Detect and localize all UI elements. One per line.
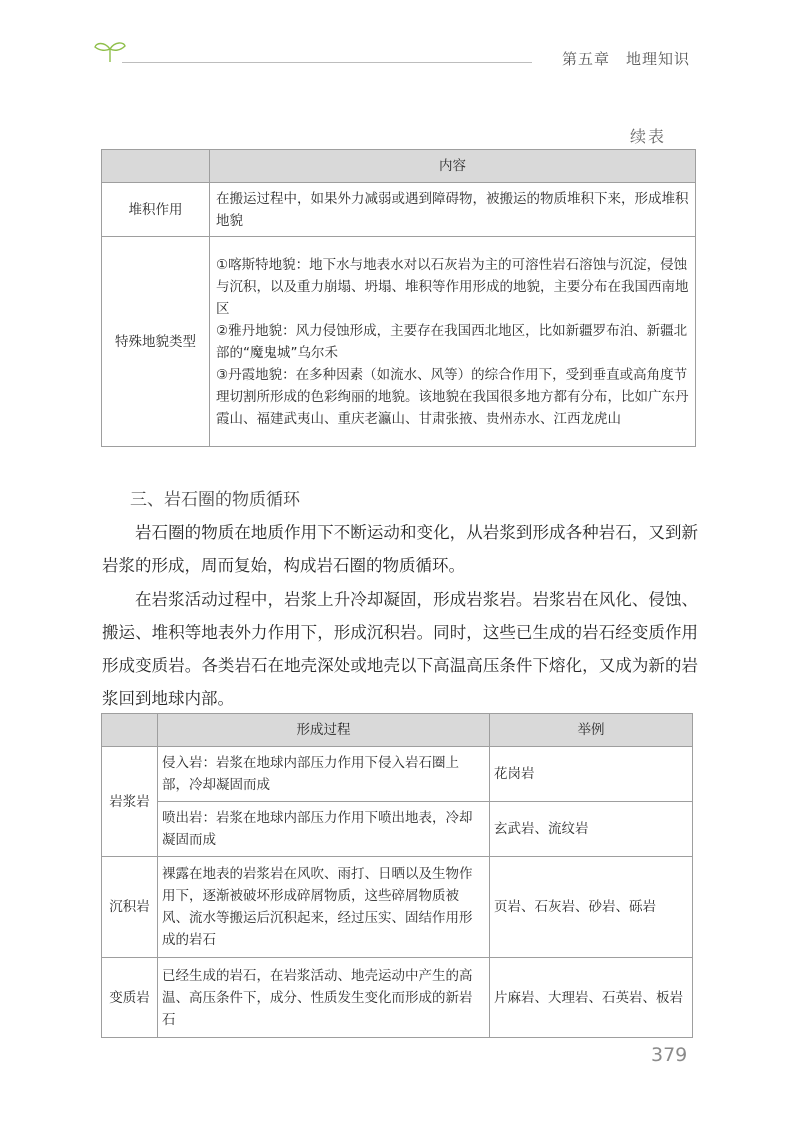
table-header-row bbox=[102, 150, 696, 183]
row-label: 堆积作用 bbox=[102, 183, 210, 237]
content-line: ③丹霞地貌：在多种因素（如流水、风等）的综合作用下，受到垂直或高角度节理切割所形成的色彩绚丽的地貌。该地貌在我国很多地方都有分布，比如广东丹霞山、福建武夷山、重庆老瀛山、甘肃张掖、贵州赤水、江西龙虎山 bbox=[216, 366, 689, 427]
body-paragraph: 岩石圈的物质在地质作用下不断运动和变化，从岩浆到形成各种岩石，又到新岩浆的形成，周而复始，构成岩石圈的物质循环。 bbox=[102, 523, 698, 575]
header-rule bbox=[122, 62, 532, 63]
header-blank-cell bbox=[102, 714, 158, 747]
row-content bbox=[210, 237, 696, 447]
process-cell: 侵入岩：岩浆在地球内部压力作用下侵入岩石圈上部，冷却凝固而成 bbox=[158, 747, 490, 802]
table-row bbox=[102, 958, 693, 1038]
process-cell: 裸露在地表的岩浆岩在风吹、雨打、日晒以及生物作用下，逐渐被破坏形成碎屑物质，这些碎屑物质被风、流水等搬运后沉积起来，经过压实、固结作用形成的岩石 bbox=[158, 857, 490, 958]
header-content-cell: 内容 bbox=[210, 150, 696, 183]
rock-type-label: 变质岩 bbox=[102, 958, 158, 1038]
body-paragraph: 在岩浆活动过程中，岩浆上升冷却凝固，形成岩浆岩。岩浆岩在风化、侵蚀、搬运、堆积等地表外力作用下，形成沉积岩。同时，这些已生成的岩石经变质作用形成变质岩。各类岩石在地壳深处或地壳以下高温高压条件下熔化，又成为新的岩浆回到地球内部。 bbox=[102, 590, 698, 708]
content-line: ①喀斯特地貌：地下水与地表水对以石灰岩为主的可溶性岩石溶蚀与沉淀，侵蚀与沉积，以及重力崩塌、坍塌、堆积等作用形成的地貌，主要分布在我国西南地区 bbox=[216, 256, 689, 317]
process-cell: 喷出岩：岩浆在地球内部压力作用下喷出地表，冷却凝固而成 bbox=[158, 802, 490, 857]
example-cell: 片麻岩、大理岩、石英岩、板岩 bbox=[490, 958, 693, 1038]
header-blank-cell bbox=[102, 150, 210, 183]
rock-types-table bbox=[101, 713, 693, 1038]
example-cell: 页岩、石灰岩、砂岩、砾岩 bbox=[490, 857, 693, 958]
header-example-cell: 举例 bbox=[490, 714, 693, 747]
sprout-icon bbox=[93, 38, 127, 64]
continued-label: 续表 bbox=[630, 127, 667, 146]
table-row bbox=[102, 857, 693, 958]
rock-type-label: 岩浆岩 bbox=[102, 747, 158, 857]
content-line: 在搬运过程中，如果外力减弱或遇到障碍物，被搬运的物质堆积下来，形成堆积地貌 bbox=[216, 190, 689, 229]
landform-table bbox=[101, 149, 696, 447]
rock-type-label: 沉积岩 bbox=[102, 857, 158, 958]
table-header-row bbox=[102, 714, 693, 747]
section-title: 三、岩石圈的物质循环 bbox=[130, 490, 300, 510]
table-row bbox=[102, 802, 693, 857]
page-number: 379 bbox=[651, 1044, 688, 1066]
example-cell: 玄武岩、流纹岩 bbox=[490, 802, 693, 857]
header-process-cell: 形成过程 bbox=[158, 714, 490, 747]
process-cell: 已经生成的岩石，在岩浆活动、地壳运动中产生的高温、高压条件下，成分、性质发生变化而形成的新岩石 bbox=[158, 958, 490, 1038]
chapter-title: 第五章 地理知识 bbox=[562, 50, 691, 68]
table-row bbox=[102, 237, 696, 447]
table-row bbox=[102, 183, 696, 237]
content-line: ②雅丹地貌：风力侵蚀形成，主要存在我国西北地区，比如新疆罗布泊、新疆北部的“魔鬼城”乌尔禾 bbox=[216, 322, 688, 361]
row-content bbox=[210, 183, 696, 237]
table-row bbox=[102, 747, 693, 802]
example-cell: 花岗岩 bbox=[490, 747, 693, 802]
row-label: 特殊地貌类型 bbox=[102, 237, 210, 447]
